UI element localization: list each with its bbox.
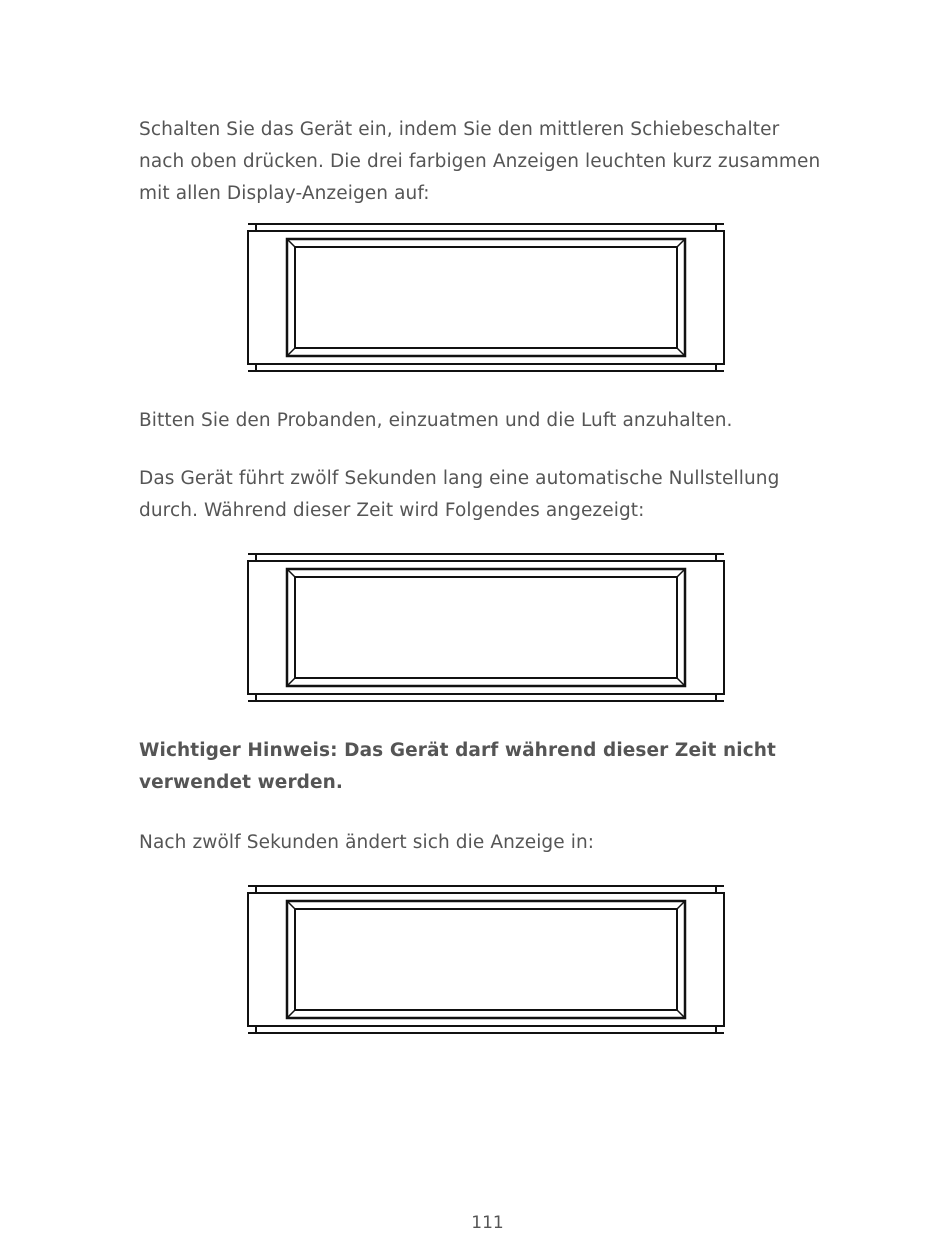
display-illustration-zeroing [245,552,727,704]
page-number: 111 [471,1213,504,1233]
display-illustration-all-segments [245,222,727,374]
paragraph-power-on: Schalten Sie das Gerät ein, indem Sie den mittleren Schiebeschalter nach oben drücken. Die drei farbigen Anzeigen leuchten kurz zusammen mit allen Display-Anzeigen auf: [139,119,821,204]
paragraph-after-twelve-seconds: Nach zwölf Sekunden ändert sich die Anzeige in: [139,832,595,853]
important-note: Wichtiger Hinweis: Das Gerät darf während dieser Zeit nicht verwendet werden. [139,740,777,793]
paragraph-instruction-inhale: Bitten Sie den Probanden, einzuatmen und die Luft anzuhalten. [139,410,733,431]
display-illustration-ready [245,884,727,1036]
paragraph-auto-zero: Das Gerät führt zwölf Sekunden lang eine automatische Nullstellung durch. Während dieser Zeit wird Folgendes angezeigt: [139,468,780,521]
